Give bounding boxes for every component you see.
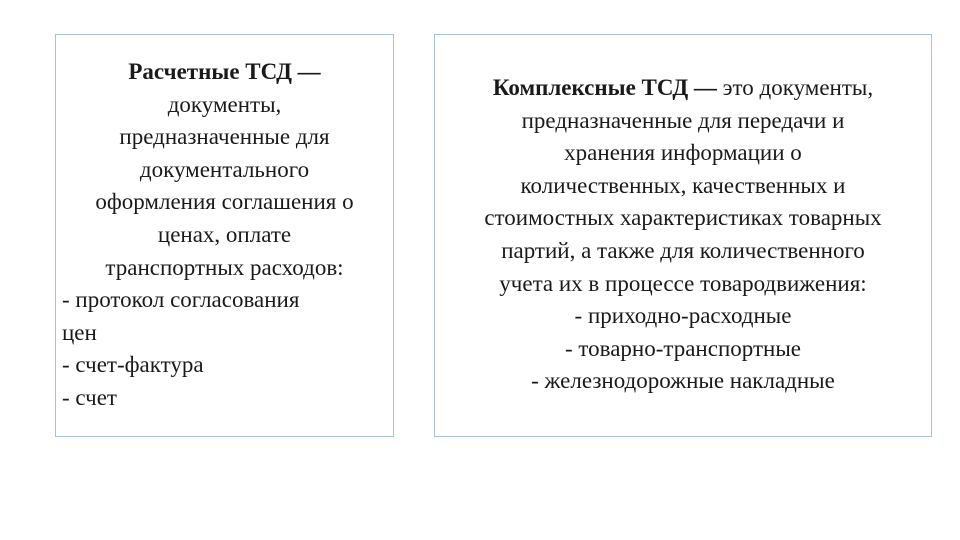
settlement-term-heading: Расчетные ТСД — <box>128 59 321 84</box>
settlement-definition-line: документального <box>139 156 310 182</box>
complex-definition-line: партий, а также для количественного <box>501 237 865 263</box>
complex-definition-line: учета их в процессе товародвижения: <box>499 270 867 296</box>
complex-list-item: - железнодорожные накладные <box>531 368 835 394</box>
complex-term-heading: Комплексные ТСД — <box>492 75 717 100</box>
settlement-definition-line: оформления соглашения о <box>95 189 354 215</box>
settlement-list-item: - счет <box>62 384 117 410</box>
settlement-list-item: - счет-фактура <box>62 352 204 378</box>
complex-first-line <box>435 72 931 105</box>
complex-documents-card <box>434 34 932 437</box>
complex-list-item: - приходно-расходные <box>574 303 792 329</box>
settlement-list-item: - протокол согласования <box>62 287 300 313</box>
complex-first-line-rest: это документы, <box>716 75 874 100</box>
complex-definition-line: стоимостных характеристиках товарных <box>484 205 882 231</box>
complex-definition-line: хранения информации о <box>564 140 802 166</box>
settlement-list-item: цен <box>62 319 97 345</box>
complex-definition-line: количественных, качественных и <box>520 172 846 198</box>
settlement-documents-card <box>55 34 394 437</box>
settlement-definition-line: транспортных расходов: <box>105 254 344 280</box>
complex-list-item: - товарно-транспортные <box>565 335 801 361</box>
complex-definition-line: предназначенные для передачи и <box>521 107 845 133</box>
settlement-definition-line: ценах, оплате <box>157 221 292 247</box>
settlement-definition-line: документы, <box>167 91 282 117</box>
settlement-definition-line: предназначенные для <box>119 124 330 150</box>
